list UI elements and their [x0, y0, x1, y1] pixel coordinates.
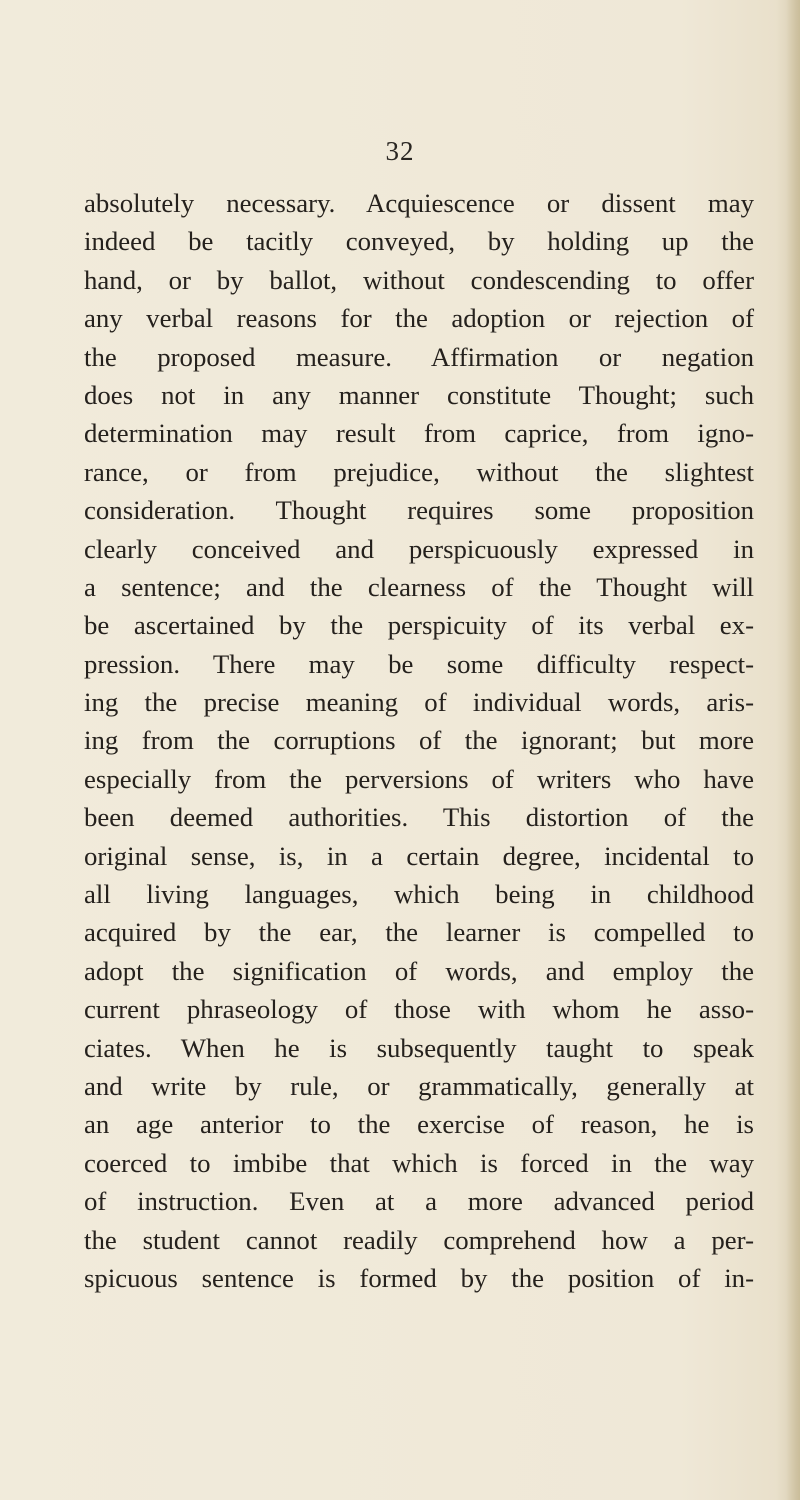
text-line: ing the precise meaning of individual words, aris-	[84, 687, 754, 718]
text-line: determination may result from caprice, from igno-	[84, 418, 754, 449]
text-line: indeed be tacitly conveyed, by holding up the	[84, 226, 754, 257]
text-line: an age anterior to the exercise of reason, he is	[84, 1109, 754, 1140]
text-line: does not in any manner constitute Thought; such	[84, 379, 754, 410]
text-line: especially from the perversions of writers who have	[84, 763, 754, 794]
text-line: be ascertained by the perspicuity of its verbal ex-	[84, 610, 754, 641]
text-line: current phraseology of those with whom he asso-	[84, 994, 754, 1025]
text-line: been deemed authorities. This distortion of the	[84, 802, 754, 833]
text-line: consideration. Thought requires some proposition	[84, 495, 754, 526]
body-text	[84, 184, 754, 1297]
text-line: the student cannot readily comprehend how a per-	[84, 1224, 754, 1255]
text-line: pression. There may be some difficulty respect-	[84, 648, 754, 679]
text-line: and write by rule, or grammatically, generally at	[84, 1070, 754, 1101]
text-line: all living languages, which being in childhood	[84, 879, 754, 910]
text-line: rance, or from prejudice, without the slightest	[84, 456, 754, 487]
text-line: the proposed measure. Affirmation or negation	[84, 341, 754, 372]
text-line: any verbal reasons for the adoption or rejection of	[84, 303, 754, 334]
text-line: a sentence; and the clearness of the Thought will	[84, 571, 754, 602]
text-line: hand, or by ballot, without condescending to offer	[84, 264, 754, 295]
text-line: ing from the corruptions of the ignorant; but more	[84, 725, 754, 756]
text-line: coerced to imbibe that which is forced in the way	[84, 1147, 754, 1178]
text-line: acquired by the ear, the learner is compelled to	[84, 917, 754, 948]
text-line: ciates. When he is subsequently taught to speak	[84, 1032, 754, 1063]
text-line: original sense, is, in a certain degree, incidental to	[84, 840, 754, 871]
text-line: of instruction. Even at a more advanced period	[84, 1186, 754, 1217]
text-line: adopt the signification of words, and employ the	[84, 955, 754, 986]
page-number: 32	[385, 136, 415, 166]
text-line: absolutely necessary. Acquiescence or dissent may	[84, 188, 754, 218]
text-line: spicuous sentence is formed by the position of in-	[84, 1262, 754, 1293]
page-edge-shadow	[786, 0, 800, 1500]
text-line: clearly conceived and perspicuously expressed in	[84, 533, 754, 564]
